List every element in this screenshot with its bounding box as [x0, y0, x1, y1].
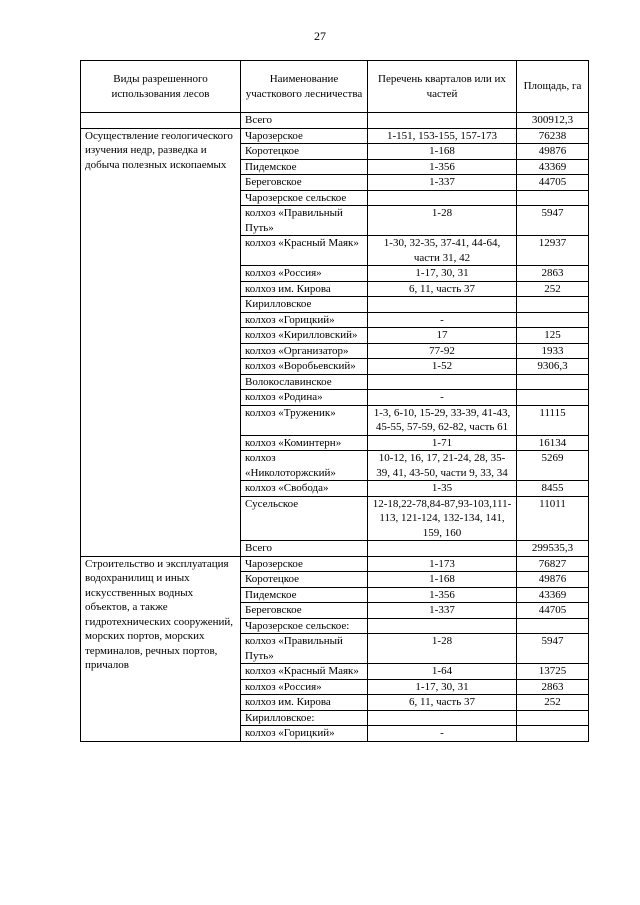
district-cell: колхоз им. Кирова	[241, 281, 368, 297]
quarters-cell: 1-17, 30, 31	[368, 679, 517, 695]
quarters-cell: -	[368, 726, 517, 742]
quarters-cell: 1-30, 32-35, 37-41, 44-64, части 31, 42	[368, 236, 517, 266]
area-cell: 252	[517, 281, 589, 297]
quarters-cell: 1-52	[368, 359, 517, 375]
area-cell: 1933	[517, 343, 589, 359]
district-cell: колхоз «Воробьевский»	[241, 359, 368, 375]
area-cell: 11011	[517, 496, 589, 541]
quarters-cell	[368, 190, 517, 206]
district-cell: Пидемское	[241, 159, 368, 175]
forest-use-table	[80, 60, 589, 742]
header-use-type: Виды разрешенного использования лесов	[81, 61, 241, 113]
quarters-cell	[368, 618, 517, 634]
quarters-cell: 1-356	[368, 159, 517, 175]
district-cell: колхоз «Красный Маяк»	[241, 664, 368, 680]
quarters-cell: 1-168	[368, 572, 517, 588]
quarters-cell: 1-3, 6-10, 15-29, 33-39, 41-43, 45-55, 57-59, 62-82, часть 61	[368, 405, 517, 435]
district-cell: Кирилловское	[241, 297, 368, 313]
district-cell: колхоз «Россия»	[241, 266, 368, 282]
quarters-cell: 1-28	[368, 634, 517, 664]
district-cell: колхоз «Россия»	[241, 679, 368, 695]
district-cell: Чарозерское сельское:	[241, 618, 368, 634]
district-cell: колхоз «Правильный Путь»	[241, 634, 368, 664]
area-cell: 8455	[517, 481, 589, 497]
district-cell: колхоз им. Кирова	[241, 695, 368, 711]
area-cell	[517, 297, 589, 313]
area-cell	[517, 710, 589, 726]
district-cell: колхоз «Правильный Путь»	[241, 206, 368, 236]
district-cell: Волокославинское	[241, 374, 368, 390]
area-cell: 44705	[517, 603, 589, 619]
quarters-cell: 6, 11, часть 37	[368, 281, 517, 297]
table-header-row	[81, 61, 589, 113]
empty-cell	[368, 113, 517, 129]
header-district: Наименование участкового лесничества	[241, 61, 368, 113]
quarters-cell	[368, 297, 517, 313]
quarters-cell: -	[368, 312, 517, 328]
quarters-cell	[368, 710, 517, 726]
area-cell: 76238	[517, 128, 589, 144]
quarters-cell: 1-337	[368, 603, 517, 619]
total-area: 300912,3	[517, 113, 589, 129]
quarters-cell: 1-35	[368, 481, 517, 497]
district-cell: Чарозерское	[241, 128, 368, 144]
district-cell: колхоз «Труженик»	[241, 405, 368, 435]
quarters-cell: 1-173	[368, 556, 517, 572]
area-cell: 76827	[517, 556, 589, 572]
area-cell: 11115	[517, 405, 589, 435]
quarters-cell: 77-92	[368, 343, 517, 359]
district-cell: колхоз «Красный Маяк»	[241, 236, 368, 266]
table-row	[81, 128, 589, 144]
area-cell: 5269	[517, 451, 589, 481]
district-cell: колхоз «Горицкий»	[241, 726, 368, 742]
area-cell: 44705	[517, 175, 589, 191]
district-cell: колхоз «Горицкий»	[241, 312, 368, 328]
quarters-cell: 1-64	[368, 664, 517, 680]
quarters-cell: 17	[368, 328, 517, 344]
district-cell: Коротецкое	[241, 144, 368, 160]
quarters-cell: 6, 11, часть 37	[368, 695, 517, 711]
district-cell: колхоз «Свобода»	[241, 481, 368, 497]
area-cell	[517, 312, 589, 328]
district-cell: Сусельское	[241, 496, 368, 541]
district-cell: Всего	[241, 541, 368, 557]
area-cell: 5947	[517, 206, 589, 236]
area-cell: 49876	[517, 572, 589, 588]
area-cell: 2863	[517, 679, 589, 695]
area-cell: 299535,3	[517, 541, 589, 557]
empty-cell	[81, 113, 241, 129]
area-cell: 49876	[517, 144, 589, 160]
district-cell: колхоз «Кирилловский»	[241, 328, 368, 344]
area-cell	[517, 726, 589, 742]
area-cell: 9306,3	[517, 359, 589, 375]
use-type-cell: Осуществление геологического изучения недр, разведка и добыча полезных ископаемых	[81, 128, 241, 556]
area-cell	[517, 390, 589, 406]
district-cell: Кирилловское:	[241, 710, 368, 726]
district-cell: Чарозерское	[241, 556, 368, 572]
district-cell: колхоз «Николоторжский»	[241, 451, 368, 481]
district-cell: Пидемское	[241, 587, 368, 603]
total-row	[81, 113, 589, 129]
quarters-cell: -	[368, 390, 517, 406]
quarters-cell: 1-168	[368, 144, 517, 160]
district-cell: колхоз «Родина»	[241, 390, 368, 406]
area-cell	[517, 190, 589, 206]
district-cell: колхоз «Коминтерн»	[241, 435, 368, 451]
header-area: Площадь, га	[517, 61, 589, 113]
quarters-cell	[368, 541, 517, 557]
table-row	[81, 556, 589, 572]
district-cell: колхоз «Организатор»	[241, 343, 368, 359]
area-cell: 5947	[517, 634, 589, 664]
quarters-cell	[368, 374, 517, 390]
quarters-cell: 10-12, 16, 17, 21-24, 28, 35-39, 41, 43-50, части 9, 33, 34	[368, 451, 517, 481]
district-cell: Коротецкое	[241, 572, 368, 588]
district-cell: Береговское	[241, 175, 368, 191]
area-cell	[517, 374, 589, 390]
area-cell: 13725	[517, 664, 589, 680]
area-cell: 125	[517, 328, 589, 344]
area-cell: 252	[517, 695, 589, 711]
page-number: 27	[314, 29, 326, 43]
quarters-cell: 1-17, 30, 31	[368, 266, 517, 282]
area-cell: 43369	[517, 159, 589, 175]
quarters-cell: 1-28	[368, 206, 517, 236]
area-cell: 43369	[517, 587, 589, 603]
quarters-cell: 1-337	[368, 175, 517, 191]
quarters-cell: 12-18,22-78,84-87,93-103,111-113, 121-124, 132-134, 141, 159, 160	[368, 496, 517, 541]
use-type-cell: Строительство и эксплуатация водохранилищ и иных искусственных водных объектов, а также гидротехнических сооружений, морских портов, морских терминалов, речных портов, причалов	[81, 556, 241, 741]
header-quarters: Перечень кварталов или их частей	[368, 61, 517, 113]
area-cell: 2863	[517, 266, 589, 282]
quarters-cell: 1-151, 153-155, 157-173	[368, 128, 517, 144]
district-cell: Береговское	[241, 603, 368, 619]
area-cell	[517, 618, 589, 634]
area-cell: 12937	[517, 236, 589, 266]
area-cell: 16134	[517, 435, 589, 451]
quarters-cell: 1-356	[368, 587, 517, 603]
district-cell: Чарозерское сельское	[241, 190, 368, 206]
total-label: Всего	[241, 113, 368, 129]
quarters-cell: 1-71	[368, 435, 517, 451]
